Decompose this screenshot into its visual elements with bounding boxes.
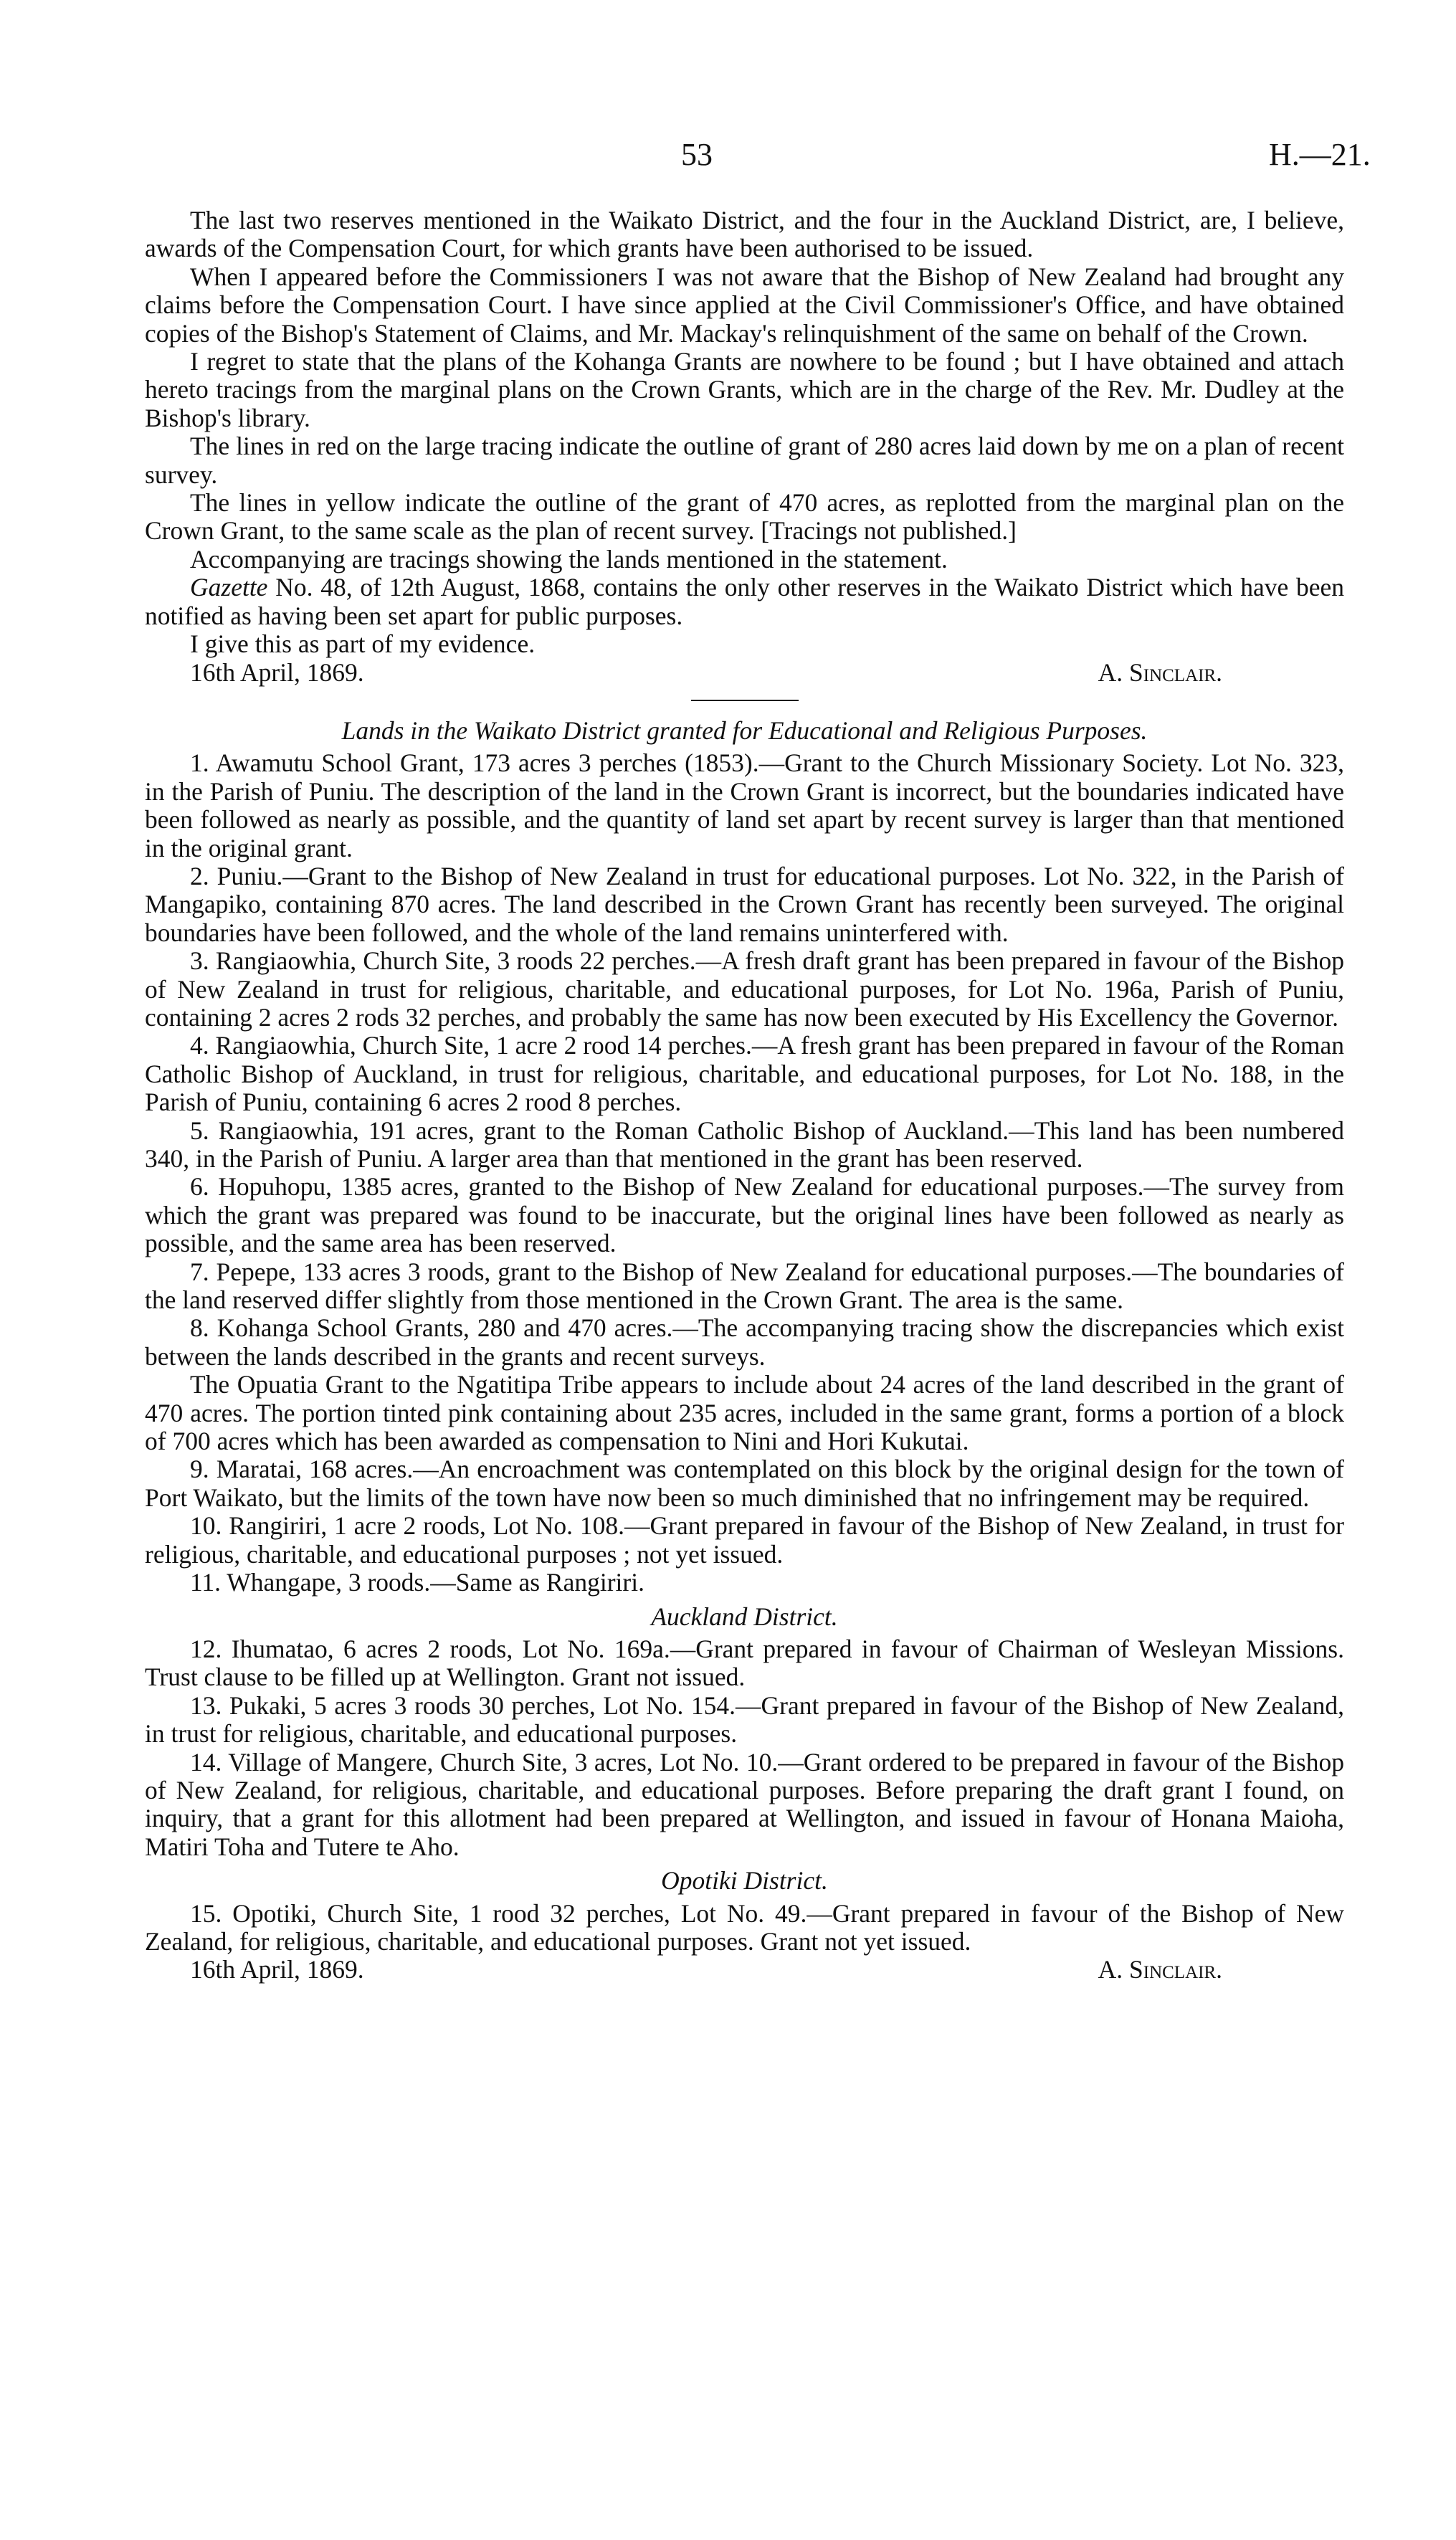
section-heading-waikato: Lands in the Waikato District granted for Educational and Religious Purposes. bbox=[341, 715, 1148, 745]
signature-name: A. Sinclair. bbox=[1098, 1955, 1222, 1984]
list-item: 7. Pepepe, 133 acres 3 roods, grant to the Bishop of New Zealand for educational purposes.—The boundaries of the land reserved differ slightly from those mentioned in the Crown Grant. The area is the same. bbox=[145, 1257, 1344, 1315]
waikato-items bbox=[145, 749, 1344, 1597]
signature-date: 16th April, 1869. bbox=[190, 657, 364, 687]
page-number: 53 bbox=[681, 137, 713, 172]
paragraph: The lines in red on the large tracing indicate the outline of grant of 280 acres laid down by me on a plan of recent survey. bbox=[145, 432, 1344, 489]
list-item: 1. Awamutu School Grant, 173 acres 3 perches (1853).—Grant to the Church Missionary Society. Lot No. 323, in the Parish of Puniu. The description of the land in the Crown Grant is incorrect, but the boundaries indicated have been followed as nearly as possible, and the quantity of land set apart by recent survey is larger than that mentioned in the original grant. bbox=[145, 748, 1344, 862]
gazette-title: Gazette bbox=[190, 573, 268, 602]
list-item: 13. Pukaki, 5 acres 3 roods 30 perches, Lot No. 154.—Grant prepared in favour of the Bishop of New Zealand, in trust for religious, charitable, and educational purposes. bbox=[145, 1690, 1344, 1749]
list-item: The Opuatia Grant to the Ngatitipa Tribe appears to include about 24 acres of the land described in the grant of 470 acres. The portion tinted pink containing about 235 acres, included in the same grant, forms a portion of a block of 700 acres which has been awarded as compensation to Nini and Hori Kukutai. bbox=[145, 1370, 1344, 1456]
list-item: 9. Maratai, 168 acres.—An encroachment was contemplated on this block by the original design for the town of Port Waikato, but the limits of the town have now been so much diminished that no infringement may be required. bbox=[145, 1455, 1344, 1512]
intro-paragraphs bbox=[145, 206, 1344, 574]
paragraph: When I appeared before the Commissioners I was not aware that the Bishop of New Zealand had brought any claims before the Compensation Court. I have since applied at the Civil Commissioner's Office, and have obtained copies of the Bishop's Statement of Claims, and Mr. Mackay's relinquishment of the same on behalf of the Crown. bbox=[145, 262, 1344, 348]
paragraph: Accompanying are tracings showing the lands mentioned in the statement. bbox=[190, 544, 948, 574]
gazette-text: No. 48, of 12th August, 1868, contains the only other reserves in the Waikato District which have been notified as having been set apart for public purposes. bbox=[145, 573, 1344, 630]
opotiki-items bbox=[145, 1900, 1344, 1956]
signature-name: A. Sinclair. bbox=[1098, 657, 1222, 687]
section-heading-opotiki: Opotiki District. bbox=[661, 1866, 828, 1896]
list-item: 3. Rangiaowhia, Church Site, 3 roods 22 perches.—A fresh draft grant has been prepared in favour of the Bishop of New Zealand in trust for religious, charitable, and educational purposes, for Lot No. 196a, Parish of Puniu, containing 2 acres 2 rods 32 perches, and probably the same has now been executed by His Excellency the Governor. bbox=[145, 946, 1344, 1032]
list-item: 6. Hopuhopu, 1385 acres, granted to the Bishop of New Zealand for educational purposes.—The survey from which the grant was prepared was found to be inaccurate, but the original lines have been followed as nearly as possible, and the same area has been reserved. bbox=[145, 1172, 1344, 1258]
list-item: 11. Whangape, 3 roods.—Same as Rangiriri. bbox=[190, 1568, 644, 1597]
signature-date: 16th April, 1869. bbox=[190, 1955, 364, 1984]
list-item: 15. Opotiki, Church Site, 1 rood 32 perches, Lot No. 49.—Grant prepared in favour of the Bishop of New Zealand, for religious, charitable, and educational purposes. Grant not yet issued. bbox=[145, 1898, 1344, 1956]
signature-block-2 bbox=[145, 1956, 1344, 1984]
list-item: 12. Ihumatao, 6 acres 2 roods, Lot No. 169a.—Grant prepared in favour of Chairman of Wesleyan Missions. Trust clause to be filled up at Wellington. Grant not issued. bbox=[145, 1634, 1344, 1692]
list-item: 2. Puniu.—Grant to the Bishop of New Zealand in trust for educational purposes. Lot No. 322, in the Parish of Mangapiko, containing 870 acres. The land described in the Crown Grant has recently been surveyed. The original boundaries have been followed, and the whole of the land remains uninterfered with. bbox=[145, 861, 1344, 947]
evidence-line: I give this as part of my evidence. bbox=[190, 629, 536, 659]
gazette-paragraph bbox=[145, 574, 1344, 630]
divider bbox=[691, 700, 799, 701]
document-body bbox=[145, 206, 1344, 1984]
document-reference: H.—21. bbox=[1269, 137, 1371, 172]
list-item: 8. Kohanga School Grants, 280 and 470 acres.—The accompanying tracing show the discrepancies which exist between the lands described in the grants and recent surveys. bbox=[145, 1313, 1344, 1371]
paragraph: The last two reserves mentioned in the Waikato District, and the four in the Auckland District, are, I believe, awards of the Compensation Court, for which grants have been authorised to be issued. bbox=[145, 206, 1344, 263]
list-item: 4. Rangiaowhia, Church Site, 1 acre 2 rood 14 perches.—A fresh grant has been prepared in favour of the Roman Catholic Bishop of Auckland, in trust for religious, charitable, and educational purposes, for Lot No. 188, in the Parish of Puniu, containing 6 acres 2 rood 8 perches. bbox=[145, 1031, 1344, 1117]
paragraph: The lines in yellow indicate the outline of the grant of 470 acres, as replotted from the marginal plan on the Crown Grant, to the same scale as the plan of recent survey. [Tracings not published.] bbox=[145, 488, 1344, 546]
list-item: 5. Rangiaowhia, 191 acres, grant to the Roman Catholic Bishop of Auckland.—This land has been numbered 340, in the Parish of Puniu. A larger area than that mentioned in the grant has been reserved. bbox=[145, 1116, 1344, 1173]
auckland-items bbox=[145, 1635, 1344, 1861]
signature-block bbox=[145, 659, 1344, 687]
list-item: 10. Rangiriri, 1 acre 2 roods, Lot No. 108.—Grant prepared in favour of the Bishop of New Zealand, in trust for religious, charitable, and educational purposes ; not yet issued. bbox=[145, 1511, 1344, 1569]
section-heading-auckland: Auckland District. bbox=[651, 1602, 838, 1631]
list-item: 14. Village of Mangere, Church Site, 3 acres, Lot No. 10.—Grant ordered to be prepared in favour of the Bishop of New Zealand, for religious, charitable, and educational purposes. Before preparing the draft grant I found, on inquiry, that a grant for this allotment had been prepared at Wellington, and issued in favour of Honana Maioha, Matiri Toha and Tutere te Aho. bbox=[145, 1747, 1344, 1861]
paragraph: I regret to state that the plans of the Kohanga Grants are nowhere to be found ; but I have obtained and attach hereto tracings from the marginal plans on the Crown Grants, which are in the charge of the Rev. Mr. Dudley at the Bishop's library. bbox=[145, 347, 1344, 432]
